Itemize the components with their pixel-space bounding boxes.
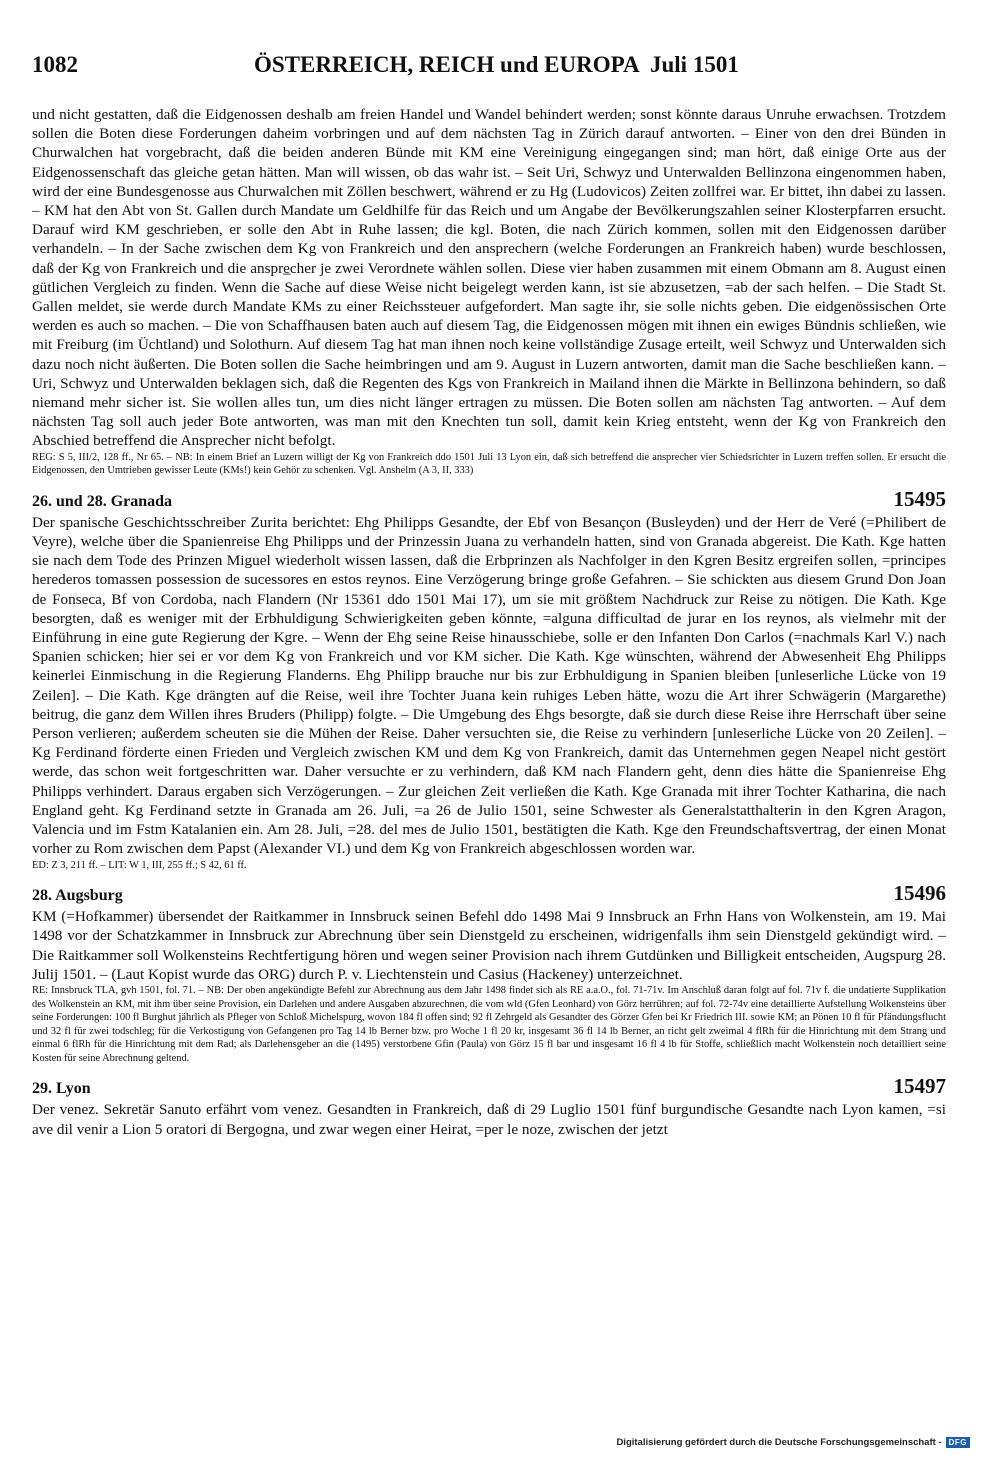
dfg-logo-icon: DFG	[946, 1437, 970, 1448]
entry-text: Der venez. Sekretär Sanuto erfährt vom venez. Gesandten in Frankreich, daß di 29 Luglio 1501 fünf burgundische Gesandte nach Lyon kamen, =si ave dil venir a Lion 5 oratori di Bergogna, und zwar wegen einer Heirat, =per le noze, zwischen der jetzt	[32, 1101, 946, 1138]
entry-header-15495	[32, 488, 946, 513]
running-title: ÖSTERREICH, REICH und EUROPA	[254, 52, 640, 77]
intro-note: REG: S 5, III/2, 128 ff., Nr 65. – NB: In einem Brief an Luzern willigt der Kg von Frankreich ddo 1501 Juli 13 Lyon ein, daß sich betreffend die ansprecher vier Schiedsrichter in Luzern treffen sollen. Er ersucht die Eidgenossen, den Umtrieben gewisser Leute (KMs!) kein Gehör zu schenken. Vgl. Anshelm (A 3, II, 333)	[32, 451, 946, 477]
entry-text: KM (=Hofkammer) übersendet der Raitkammer in Innsbruck seinen Befehl ddo 1498 Mai 9 Innsbruck an Frhn Hans von Wolkenstein, am 19. Mai 1498 vor der Schatzkammer in Innsbruck zur Abrechnung über sein Dienstgeld zu erscheinen, widrigenfalls ihm sein Dienstgeld gekündigt wird. – Die Raitkammer soll Wolkensteins Rechtfertigung hören und wegen seiner Provision nach ihrem Gutdünken und Billigkeit entscheiden, Augspurg 28. Julij 1501. – (Laut Kopist wurde das ORG) durch P. v. Liechtenstein und Casius (Hackeney) unterzeichnet.	[32, 908, 946, 983]
page-number: 1082	[32, 52, 78, 77]
entry-place: 28. Augsburg	[32, 887, 123, 905]
running-head	[32, 52, 946, 82]
intro-paragraph: und nicht gestatten, daß die Eidgenossen deshalb am freien Handel und Wandel behindert werden; sonst könnte daraus Unruhe erwachsen. Trotzdem sollen die Boten diese Forderungen daheim vorbringen und auf dem nächsten Tag in Zürich darauf antworten. – Einer von den drei Bünden in Churwalchen hat vorgebracht, daß die beiden anderen Bünde mit KM eine Vereinigung eingegangen sind; man hört, daß einige Orte aus der Eidgenossenschaft das gleiche getan hätten. Man will wissen, ob das wahr ist. – Seit Uri, Schwyz und Unterwalden Bellinzona eingenommen haben, wird der eine Bundesgenosse aus Churwalchen mit Zöllen beschwert, während er zu Hg (Ludovicos) Zeiten zollfrei war. Er bittet, ihn dabei zu lassen. – KM hat den Abt von St. Gallen durch Mandate um Geldhilfe für das Reich und um Angabe der Bevölkerungszahlen seiner Klosterpfarren ersucht. Darauf wird KM geschrieben, er solle den Abt in Ruhe lassen; die kgl. Boten, die nach Zürich kommen, sollen mit den Eidgenossen darüber verhandeln. – In der Sache zwischen dem Kg von Frankreich und den ansprechern (welche Forderungen an Frankreich haben) wurde beschlossen, daß der Kg von Frankreich und die anspre̲cher je zwei Verordnete wählen sollen. Diese vier haben zusammen mit einem Obmann am 8. August einen gütlichen Vergleich zu finden. Wenn die Sache auf diese Weise nicht beigelegt werden kann, ist sie abzusetzen, =ab der sach helfen. – Die Stadt St. Gallen meldet, sie werde durch Mandate KMs zu einer Reichssteuer aufgefordert. Man sagte ihr, sie solle nichts geben. Die eidgenössischen Orte werden es auch so machen. – Die von Schaffhausen baten auch auf diesem Tag, die Eidgenossen mögen mit ihnen ein ewiges Bündnis schließen, wie mit Freiburg (im Üchtland) und Solothurn. Auf diesem Tag hat man ihnen noch keine vollständige Zusage erteilt, weil Schwyz und Unterwalden sich dazu noch nicht äußerten. Die Boten sollen die Sache heimbringen und am 9. August in Luzern antworten, damit man die Sache beschließen kann. – Uri, Schwyz und Unterwalden beklagen sich, daß die Regenten des Kgs von Frankreich in Mailand ihnen die Märkte in Bellinzona behindern, so daß niemand mehr sicher ist. Sie wollen alles tun, um dies nicht länger ertragen zu müssen. Die Boten sollen am nächsten Tag antworten. – Auf dem nächsten Tag soll auch jeder Bote antworten, was man mit den Knechten tun soll, damit kein Krieg entsteht, wenn der Kg von Frankreich den Abschied betreffend die Ansprecher nicht befolgt.	[32, 106, 946, 450]
entry-number: 15495	[893, 486, 946, 511]
digitization-footer	[616, 1437, 970, 1448]
entry-number: 15497	[893, 1074, 946, 1099]
entry-note: ED: Z 3, 211 ff. – LIT: W 1, III, 255 ff.; S 42, 61 ff.	[32, 859, 247, 871]
entry-text: Der spanische Geschichtsschreiber Zurita berichtet: Ehg Philipps Gesandte, der Ebf von Besançon (Busleyden) und der Herr de Veré (=Philibert de Veyre), welche über die Spanienreise Ehg Philipps und der Prinzessin Juana zu verhandeln hatten, sind von Granada abgereist. Die Kath. Kge hatten sie nach dem Tode des Prinzen Miguel wiederholt wissen lassen, daß die Erbprinzen als Nachfolger in den Kgren Besitz ergreifen sollen, =principes herederos tomassen possession de sucessores en estos reynos. Eine Verzögerung bringe große Gefahren. – Sie schickten aus diesem Grund Don Joan de Fonseca, Bf von Cordoba, nach Flandern (Nr 15361 ddo 1501 Mai 17), um sie mit größtem Nachdruck zur Reise zu nötigen. Die Kath. Kge besorgten, daß es weniger mit der Erbhuldigung Schwierigkeiten geben könnte, =alguna difficultad de jurar en los reynos, als vielmehr mit der Einführung in eine gute Regierung der Kgre. – Wenn der Ehg seine Reise hinausschiebe, solle er den Infanten Don Carlos (=nachmals Karl V.) nach Spanien schicken; hier sei er vor dem Kg von Frankreich und vor KM sicher. Die Kath. Kge wünschten, während der Abwesenheit Ehg Philipps keinerlei Einmischung in die Regierung Flanderns. Ehg Philipp brauche nur bis zur Erbhuldigung in Spanien bleiben [unleserliche Lücke von 19 Zeilen]. – Die Kath. Kge drängten auf die Reise, weil ihre Tochter Juana kein ruhiges Leben hätte, wozu die Art ihrer Schwägerin (Margarethe) beitrug, die ganz dem Willen ihres Bruders (Philipp) folgte. – Die Umgebung des Ehgs besorgte, daß sie durch diese Reise ihre Herrschaft über seine Person verlieren; außerdem scheuten sie die Mühen der Reise. Daher versuchten sie, die Reise zu verhindern [unleserliche Lücke von 20 Zeilen]. – Kg Ferdinand förderte einen Frieden und Vergleich zwischen KM und dem Kg von Frankreich, damit das Unternehmen gegen Neapel nicht gestört werde, das schon weit fortgeschritten war. Daher versuchte er zu verhindern, daß KM nach Flandern geht, denn dies hätte die Spanienreise Ehg Philipps verhindert. Daraus ergaben sich Verzögerungen. – Zur gleichen Zeit verließen die Kath. Kge Granada mit ihrer Tochter Katharina, die nach England geht. Kg Ferdinand setzte in Granada am 26. Juli, =a 26 de Julio 1501, seine Schwester als Generalstatthalterin in den Kgren Aragon, Valencia und im Fstm Katalanien ein. Am 28. Juli, =28. del mes de Julio 1501, bestätigten die Kath. Kge den Freundschaftsvertrag, der einen Monat vorher zu Rom zwischen dem Papst (Alexander VI.) und dem Kg von Frankreich abgeschlossen worden war.	[32, 513, 946, 858]
entry-number: 15496	[893, 881, 946, 906]
running-date: Juli 1501	[650, 52, 739, 77]
page-body	[32, 105, 946, 1139]
entry-header-15497	[32, 1075, 946, 1100]
entry-note: RE: Innsbruck TLA, gvh 1501, fol. 71. – NB: Der oben angekündigte Befehl zur Abrechnung aus dem Jahr 1498 findet sich als RE a.a.O., fol. 71-71v. Im Anschluß daran folgt auf fol. 71v f. die undatierte Supplikation des Wolkenstein an KM, mit ihm über seine Provision, ein Darlehen und andere Ausgaben abzurechnen, die vom wld (Gfen Leonhard) von Görz herrühren; auf fol. 72-74v eine detaillierte Aufstellung Wolkensteins über seine Forderungen: 100 fl Burghut jährlich als Pfleger von Schloß Michelspurg, wovon 184 fl offen sind; 92 fl Zehrgeld als Gesandter des Görzer Gfen bei Kr Friedrich III. sowie KM; an Pönen 10 fl für Pfändungsflucht und 32 fl für zwei todschleg; für die Verkostigung von Gefangenen pro Tag 14 lb Berner bzw. pro Woche 1 fl 20 kr, insgesamt 36 fl 14 lb Berner, an richt gelt zweimal 4 flRh für die Hinrichtung mit dem Strang und einmal 6 flRh für die Hinrichtung mit dem Rad; als Darlehensgeber an die (1495) verstorbene Gfin (Paula) von Görz 15 fl bar und insgesamt 16 fl 4 lb für Stoffe, schließlich macht Wolkenstein noch detailliert seine Kosten für seine Abrechnung geltend.	[32, 984, 946, 1064]
entry-place: 29. Lyon	[32, 1080, 91, 1098]
footer-text: Digitalisierung gefördert durch die Deutsche Forschungsgemeinschaft -	[616, 1437, 942, 1448]
entry-place: 26. und 28. Granada	[32, 492, 173, 510]
entry-header-15496	[32, 882, 946, 907]
